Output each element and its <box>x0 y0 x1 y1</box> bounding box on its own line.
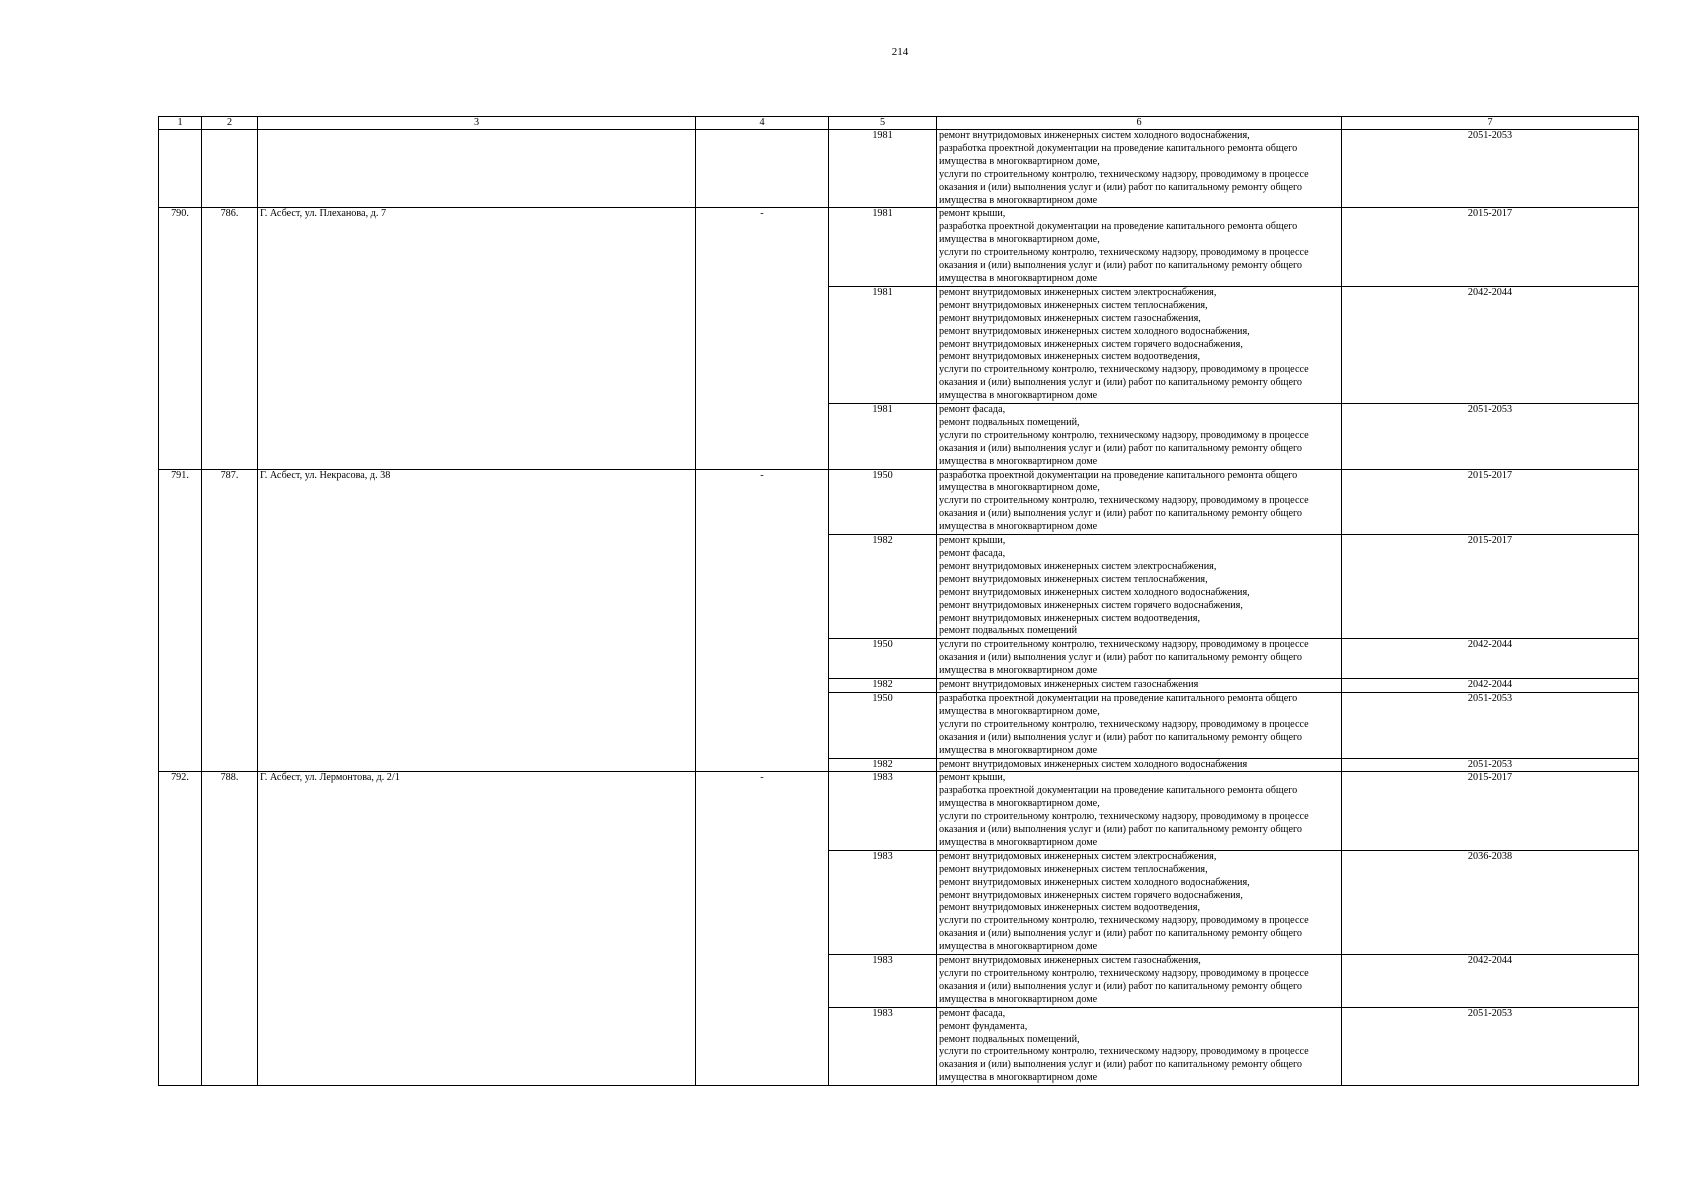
work-item-line: услуги по строительному контролю, техническому надзору, проводимому в процессе <box>939 915 1309 927</box>
column-header: 7 <box>1342 117 1639 130</box>
works-cell <box>937 130 1342 208</box>
work-item-line: оказания и (или) выполнения услуг и (или) работ по капитальному ремонту общего <box>939 652 1303 664</box>
year-cell: 1950 <box>829 469 937 535</box>
period-cell: 2042-2044 <box>1342 286 1639 403</box>
year-cell: 1982 <box>829 758 937 772</box>
period-cell: 2051-2053 <box>1342 692 1639 758</box>
work-item-line: ремонт подвальных помещений, <box>939 1033 1080 1045</box>
work-item-line: ремонт внутридомовых инженерных систем холодного водоснабжения, <box>939 130 1250 141</box>
year-cell: 1983 <box>829 850 937 954</box>
work-item-line: ремонт фасада, <box>939 404 1006 416</box>
period-cell: 2051-2053 <box>1342 758 1639 772</box>
row-number-cell <box>159 130 202 208</box>
column-header: 3 <box>258 117 696 130</box>
period-cell: 2042-2044 <box>1342 639 1639 679</box>
work-item-line: разработка проектной документации на проведение капитального ремонта общего <box>939 692 1298 704</box>
period-cell: 2051-2053 <box>1342 130 1639 208</box>
period-cell: 2051-2053 <box>1342 404 1639 470</box>
capital-repair-table <box>158 116 1639 1086</box>
column-header: 2 <box>202 117 258 130</box>
work-item-line: оказания и (или) выполнения услуг и (или) работ по капитальному ремонту общего <box>939 1059 1303 1071</box>
table-row <box>159 208 1639 286</box>
period-cell: 2051-2053 <box>1342 1007 1639 1085</box>
work-item-line: ремонт внутридомовых инженерных систем горячего водоснабжения, <box>939 599 1243 611</box>
year-cell: 1981 <box>829 286 937 403</box>
house-number-cell: 787. <box>202 469 258 772</box>
column-header: 4 <box>696 117 829 130</box>
work-item-line: ремонт внутридомовых инженерных систем газоснабжения, <box>939 312 1201 324</box>
work-item-line: оказания и (или) выполнения услуг и (или) работ по капитальному ремонту общего <box>939 377 1303 389</box>
work-item-line: имущества в многоквартирном доме, <box>939 234 1100 246</box>
work-item-line: ремонт фасада, <box>939 1007 1006 1019</box>
period-cell: 2015-2017 <box>1342 469 1639 535</box>
table-row <box>159 772 1639 850</box>
work-item-line: услуги по строительному контролю, техническому надзору, проводимому в процессе <box>939 247 1309 259</box>
address-cell <box>258 130 696 208</box>
work-item-line: ремонт внутридомовых инженерных систем теплоснабжения, <box>939 299 1208 311</box>
work-item-line: имущества в многоквартирном доме, <box>939 705 1100 717</box>
address-cell: Г. Асбест, ул. Лермонтова, д. 2/1 <box>258 772 696 1086</box>
works-cell <box>937 692 1342 758</box>
work-item-line: услуги по строительному контролю, техническому надзору, проводимому в процессе <box>939 718 1309 730</box>
row-number-cell: 792. <box>159 772 202 1086</box>
work-item-line: имущества в многоквартирном доме <box>939 941 1098 953</box>
work-item-line: оказания и (или) выполнения услуг и (или) работ по капитальному ремонту общего <box>939 508 1303 520</box>
work-item-line: имущества в многоквартирном доме, <box>939 798 1100 810</box>
work-item-line: ремонт подвальных помещений, <box>939 416 1080 428</box>
year-cell: 1982 <box>829 535 937 639</box>
work-item-line: ремонт крыши, <box>939 535 1006 547</box>
works-cell <box>937 208 1342 286</box>
period-cell: 2015-2017 <box>1342 535 1639 639</box>
work-item-line: услуги по строительному контролю, техническому надзору, проводимому в процессе <box>939 811 1309 823</box>
period-cell: 2015-2017 <box>1342 208 1639 286</box>
row-number-cell: 791. <box>159 469 202 772</box>
work-item-line: имущества в многоквартирном доме, <box>939 482 1100 494</box>
year-cell: 1950 <box>829 692 937 758</box>
work-item-line: ремонт крыши, <box>939 772 1006 784</box>
work-item-line: имущества в многоквартирном доме <box>939 665 1098 677</box>
work-item-line: ремонт фундамента, <box>939 1020 1028 1032</box>
work-item-line: услуги по строительному контролю, техническому надзору, проводимому в процессе <box>939 639 1309 651</box>
works-cell <box>937 286 1342 403</box>
work-item-line: ремонт внутридомовых инженерных систем горячего водоснабжения, <box>939 889 1243 901</box>
work-item-line: услуги по строительному контролю, техническому надзору, проводимому в процессе <box>939 168 1309 180</box>
column-4-cell: - <box>696 208 829 469</box>
work-item-line: ремонт внутридомовых инженерных систем теплоснабжения, <box>939 573 1208 585</box>
work-item-line: ремонт внутридомовых инженерных систем электроснабжения, <box>939 286 1217 298</box>
work-item-line: ремонт внутридомовых инженерных систем теплоснабжения, <box>939 863 1208 875</box>
work-item-line: ремонт фасада, <box>939 548 1006 559</box>
work-item-line: ремонт внутридомовых инженерных систем водоотведения, <box>939 612 1201 624</box>
work-item-line: ремонт внутридомовых инженерных систем горячего водоснабжения, <box>939 338 1243 350</box>
works-cell <box>937 955 1342 1008</box>
address-cell: Г. Асбест, ул. Некрасова, д. 38 <box>258 469 696 772</box>
table-row <box>159 469 1639 535</box>
work-item-line: услуги по строительному контролю, техническому надзору, проводимому в процессе <box>939 429 1309 441</box>
work-item-line: ремонт внутридомовых инженерных систем электроснабжения, <box>939 560 1217 572</box>
work-item-line: ремонт внутридомовых инженерных систем холодного водоснабжения, <box>939 586 1250 598</box>
works-cell <box>937 1007 1342 1085</box>
work-item-line: имущества в многоквартирном доме <box>939 993 1098 1005</box>
work-item-line: имущества в многоквартирном доме <box>939 744 1098 756</box>
work-item-line: имущества в многоквартирном доме <box>939 455 1098 467</box>
house-number-cell: 786. <box>202 208 258 469</box>
work-item-line: имущества в многоквартирном доме <box>939 272 1098 284</box>
works-cell <box>937 639 1342 679</box>
work-item-line: ремонт внутридомовых инженерных систем водоотведения, <box>939 351 1201 363</box>
work-item-line: ремонт внутридомовых инженерных систем холодного водоснабжения <box>939 758 1248 770</box>
work-item-line: ремонт внутридомовых инженерных систем газоснабжения, <box>939 955 1201 967</box>
work-item-line: ремонт внутридомовых инженерных систем электроснабжения, <box>939 850 1217 862</box>
work-item-line: имущества в многоквартирном доме <box>939 194 1098 206</box>
year-cell: 1981 <box>829 404 937 470</box>
house-number-cell <box>202 130 258 208</box>
year-cell: 1950 <box>829 639 937 679</box>
year-cell: 1983 <box>829 772 937 850</box>
work-item-line: разработка проектной документации на проведение капитального ремонта общего <box>939 142 1298 154</box>
column-4-cell: - <box>696 469 829 772</box>
period-cell: 2036-2038 <box>1342 850 1639 954</box>
column-header: 6 <box>937 117 1342 130</box>
table-row <box>159 130 1639 208</box>
work-item-line: ремонт внутридомовых инженерных систем холодного водоснабжения, <box>939 876 1250 888</box>
work-item-line: услуги по строительному контролю, техническому надзору, проводимому в процессе <box>939 1046 1309 1058</box>
work-item-line: ремонт внутридомовых инженерных систем холодного водоснабжения, <box>939 325 1250 337</box>
year-cell: 1983 <box>829 1007 937 1085</box>
column-4-cell <box>696 130 829 208</box>
work-item-line: ремонт подвальных помещений <box>939 625 1078 637</box>
work-item-line: разработка проектной документации на проведение капитального ремонта общего <box>939 221 1298 233</box>
work-item-line: оказания и (или) выполнения услуг и (или) работ по капитальному ремонту общего <box>939 980 1303 992</box>
column-4-cell: - <box>696 772 829 1086</box>
work-item-line: услуги по строительному контролю, техническому надзору, проводимому в процессе <box>939 968 1309 979</box>
work-item-line: оказания и (или) выполнения услуг и (или) работ по капитальному ремонту общего <box>939 260 1303 272</box>
works-cell <box>937 679 1342 693</box>
work-item-line: имущества в многоквартирном доме <box>939 836 1098 848</box>
column-number-header-row <box>159 117 1639 130</box>
year-cell: 1981 <box>829 130 937 208</box>
works-cell <box>937 758 1342 772</box>
page-number: 214 <box>891 46 909 58</box>
work-item-line: имущества в многоквартирном доме <box>939 390 1098 402</box>
period-cell: 2042-2044 <box>1342 679 1639 693</box>
column-header: 1 <box>159 117 202 130</box>
year-cell: 1981 <box>829 208 937 286</box>
column-header: 5 <box>829 117 937 130</box>
address-cell: Г. Асбест, ул. Плеханова, д. 7 <box>258 208 696 469</box>
work-item-line: разработка проектной документации на проведение капитального ремонта общего <box>939 469 1298 481</box>
work-item-line: оказания и (или) выполнения услуг и (или) работ по капитальному ремонту общего <box>939 442 1303 454</box>
work-item-line: ремонт крыши, <box>939 208 1006 220</box>
period-cell: 2042-2044 <box>1342 955 1639 1008</box>
work-item-line: оказания и (или) выполнения услуг и (или) работ по капитальному ремонту общего <box>939 731 1303 743</box>
work-item-line: оказания и (или) выполнения услуг и (или) работ по капитальному ремонту общего <box>939 824 1303 836</box>
work-item-line: ремонт внутридомовых инженерных систем водоотведения, <box>939 902 1201 914</box>
works-cell <box>937 469 1342 535</box>
year-cell: 1983 <box>829 955 937 1008</box>
work-item-line: оказания и (или) выполнения услуг и (или) работ по капитальному ремонту общего <box>939 181 1303 193</box>
work-item-line: имущества в многоквартирном доме <box>939 1072 1098 1084</box>
work-item-line: оказания и (или) выполнения услуг и (или) работ по капитальному ремонту общего <box>939 928 1303 940</box>
work-item-line: услуги по строительному контролю, техническому надзору, проводимому в процессе <box>939 495 1309 507</box>
work-item-line: имущества в многоквартирном доме <box>939 521 1098 533</box>
year-cell: 1982 <box>829 679 937 693</box>
row-number-cell: 790. <box>159 208 202 469</box>
period-cell: 2015-2017 <box>1342 772 1639 850</box>
works-cell <box>937 404 1342 470</box>
work-item-line: имущества в многоквартирном доме, <box>939 155 1100 167</box>
works-cell <box>937 535 1342 639</box>
work-item-line: ремонт внутридомовых инженерных систем газоснабжения <box>939 679 1199 691</box>
house-number-cell: 788. <box>202 772 258 1086</box>
work-item-line: разработка проектной документации на проведение капитального ремонта общего <box>939 785 1298 797</box>
work-item-line: услуги по строительному контролю, техническому надзору, проводимому в процессе <box>939 364 1309 376</box>
works-cell <box>937 772 1342 850</box>
works-cell <box>937 850 1342 954</box>
